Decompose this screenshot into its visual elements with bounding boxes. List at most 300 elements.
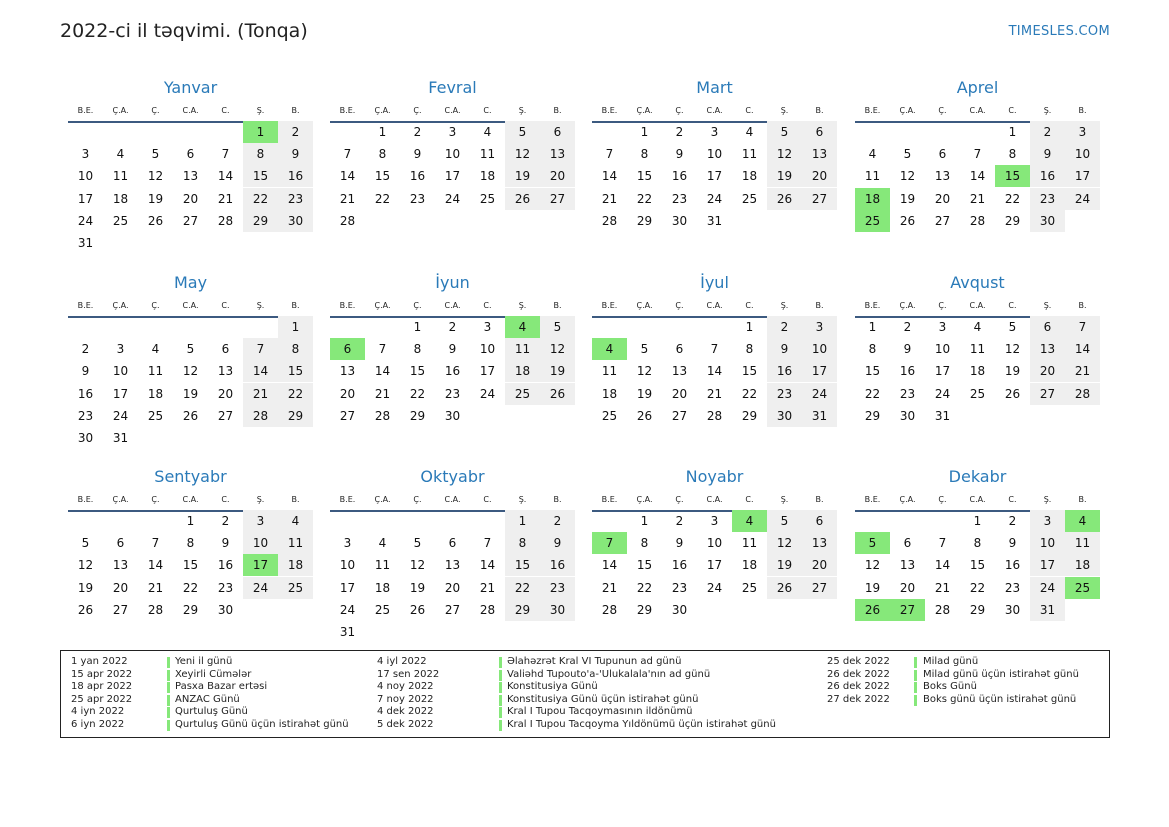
day-cell: 14 [1065,338,1100,360]
day-cell: 17 [479,364,496,379]
day-cell: 6 [448,536,457,551]
weekday-label: B. [1078,106,1087,115]
day-cell: 1 [640,514,649,528]
day-cell: 21 [243,383,278,405]
day-cell: 2 [1008,514,1017,528]
month-name: May [173,273,208,292]
day-cell: 8 [640,536,649,551]
day-cell: 17 [77,191,94,206]
day-cell: 6 [938,147,947,162]
day-cell: 17 [112,386,129,401]
day-cell: 18 [147,386,164,401]
day-cell: 18 [741,558,758,573]
month-11 [855,461,1100,651]
day-cell: 22 [409,386,426,401]
weekday-label: Ç.A. [636,495,653,504]
weekday-label: C. [483,301,492,310]
day-cell: 5 [767,121,802,143]
day-cell: 30 [671,602,688,617]
weekday-label: C. [1008,106,1017,115]
day-cell: 15 [243,165,278,187]
day-cell: 13 [444,558,461,573]
month-8 [68,461,313,651]
day-cell: 30 [899,408,916,423]
weekday-label: Ç.A. [112,301,129,310]
day-cell: 1 [640,125,649,139]
day-cell: 24 [77,213,94,228]
weekday-label: C.A. [444,495,461,504]
weekday-label: C.A. [182,106,199,115]
day-cell: 22 [1004,191,1021,206]
day-cell: 12 [409,558,426,573]
day-cell: 7 [483,536,492,551]
day-cell: 27 [1030,383,1065,405]
day-cell: 15 [505,554,540,576]
holiday-date: 4 iyn 2022 [71,706,125,718]
day-cell: 4 [1065,510,1100,532]
weekday-label: C.A. [706,301,723,310]
day-cell: 16 [409,169,426,184]
day-cell: 6 [116,536,125,551]
weekday-label: Ç.A. [374,301,391,310]
day-cell: 25 [741,191,758,206]
day-cell: 12 [182,364,199,379]
day-cell: 20 [339,386,356,401]
day-cell: 2 [903,320,912,334]
day-cell: 5 [151,147,160,162]
day-cell: 10 [1065,143,1100,165]
day-cell: 6 [802,510,837,532]
weekday-label: C. [221,495,230,504]
holiday-marker [914,670,917,681]
day-cell: 1 [413,320,422,334]
weekday-label: C. [745,495,754,504]
day-cell: 30 [540,599,575,621]
holiday-date: 4 iyl 2022 [377,656,427,667]
weekday-label: Ç. [675,106,684,115]
day-cell: 29 [636,213,653,228]
day-cell: 3 [483,320,492,334]
day-cell: 9 [1008,536,1017,551]
day-cell: 25 [1065,577,1100,599]
holiday-date: 4 noy 2022 [377,681,434,693]
weekday-label: Ç. [151,301,160,310]
weekday-label: B. [1078,301,1087,310]
day-cell: 15 [182,558,199,573]
day-cell: 11 [864,169,881,184]
day-cell: 22 [374,191,391,206]
day-cell: 3 [81,147,90,162]
day-cell: 30 [767,405,802,427]
day-cell: 2 [81,342,90,357]
day-cell: 29 [278,405,313,427]
weekday-label: C. [745,106,754,115]
day-cell: 13 [217,364,234,379]
weekday-label: B. [291,106,300,115]
weekday-label: Ç. [675,495,684,504]
day-cell: 11 [147,364,164,379]
weekday-label: B. [291,301,300,310]
day-cell: 12 [77,558,94,573]
day-cell: 22 [505,577,540,599]
day-cell: 15 [969,558,986,573]
day-cell: 23 [671,191,688,206]
day-cell: 16 [444,364,461,379]
day-cell: 20 [899,580,916,595]
day-cell: 7 [221,147,230,162]
holiday-date: 7 noy 2022 [377,693,434,705]
day-cell: 24 [444,191,461,206]
month-name: Aprel [956,78,999,97]
day-cell: 1 [505,510,540,532]
holiday-marker [499,695,502,706]
weekday-label: Ç. [413,106,422,115]
month-name: Mart [696,78,733,97]
day-cell: 18 [374,580,391,595]
day-cell: 31 [112,431,129,445]
day-cell: 5 [81,536,90,551]
day-cell: 11 [741,147,758,162]
day-cell: 23 [1030,188,1065,210]
month-name: Noyabr [685,467,744,486]
month-3 [855,72,1100,262]
holiday-marker [499,657,502,668]
day-cell: 8 [505,532,540,554]
day-cell: 19 [409,580,426,595]
day-cell: 7 [605,147,614,162]
holiday-name: Boks günü üçün istirahət günü [923,693,1077,705]
day-cell: 19 [767,165,802,187]
day-cell: 6 [186,147,195,162]
holiday-date: 27 dek 2022 [827,693,890,705]
day-cell: 3 [343,536,352,551]
day-cell: 6 [540,121,575,143]
month-name: Yanvar [163,78,218,97]
weekday-label: Ç.A. [636,301,653,310]
page-title: 2022-ci il təqvimi. (Tonqa) [60,20,308,42]
day-cell: 11 [479,147,496,162]
month-0 [68,72,313,262]
day-cell: 11 [505,338,540,360]
day-cell: 21 [339,191,356,206]
day-cell: 1 [745,320,754,334]
weekday-label: B. [553,495,562,504]
day-cell: 26 [855,599,890,621]
day-cell: 13 [671,364,688,379]
day-cell: 5 [540,316,575,338]
day-cell: 14 [217,169,234,184]
day-cell: 25 [741,580,758,595]
holiday-marker [499,720,502,731]
day-cell: 10 [112,364,129,379]
weekday-label: C.A. [444,106,461,115]
day-cell: 9 [675,147,684,162]
holiday-marker [167,657,170,668]
weekday-label: C.A. [969,495,986,504]
day-cell: 22 [243,188,278,210]
day-cell: 15 [374,169,391,184]
day-cell: 22 [741,386,758,401]
day-cell: 17 [243,554,278,576]
day-cell: 22 [182,580,199,595]
day-cell: 26 [409,602,426,617]
holiday-marker [167,720,170,731]
weekday-label: C. [1008,495,1017,504]
holiday-marker [499,682,502,693]
day-cell: 4 [278,510,313,532]
weekday-label: B. [553,301,562,310]
day-cell: 3 [802,316,837,338]
weekday-label: C. [483,106,492,115]
weekday-label: Ç. [675,301,684,310]
day-cell: 11 [1065,532,1100,554]
day-cell: 10 [444,147,461,162]
day-cell: 5 [505,121,540,143]
day-cell: 10 [243,532,278,554]
holiday-name: Kral I Tupou Tacqoyma Yıldönümü üçün istirahət günü [507,719,776,730]
day-cell: 21 [147,580,164,595]
day-cell: 1 [278,316,313,338]
day-cell: 23 [671,580,688,595]
holiday-date: 5 dek 2022 [377,719,434,730]
holiday-marker [167,707,170,718]
day-cell: 23 [409,191,426,206]
day-cell: 10 [706,147,723,162]
day-cell: 26 [77,602,94,617]
day-cell: 16 [77,386,94,401]
day-cell: 21 [217,191,234,206]
day-cell: 27 [182,213,199,228]
day-cell: 8 [378,147,387,162]
day-cell: 3 [448,125,457,139]
day-cell: 23 [767,383,802,405]
month-divider [68,316,313,318]
weekday-label: C.A. [969,301,986,310]
day-cell: 3 [938,320,947,334]
month-10 [592,461,837,651]
day-cell: 24 [1065,188,1100,210]
day-cell: 16 [540,554,575,576]
day-cell: 19 [182,386,199,401]
weekday-label: Ç. [151,106,160,115]
day-cell: 15 [864,364,881,379]
day-cell: 2 [1030,121,1065,143]
day-cell: 24 [706,191,723,206]
day-cell: 7 [378,342,387,357]
day-cell: 14 [479,558,496,573]
day-cell: 13 [802,532,837,554]
day-cell: 20 [671,386,688,401]
weekday-label: C.A. [706,495,723,504]
day-cell: 17 [444,169,461,184]
weekday-label: C. [221,106,230,115]
holiday-name: Əlahəzrət Kral VI Tupunun ad günü [507,656,682,667]
day-cell: 28 [217,213,234,228]
day-cell: 14 [339,169,356,184]
weekday-label: Ş. [256,495,265,504]
day-cell: 28 [1065,383,1100,405]
month-name: İyun [435,273,470,292]
day-cell: 18 [505,360,540,382]
day-cell: 22 [969,580,986,595]
day-cell: 25 [278,577,313,599]
day-cell: 19 [864,580,881,595]
weekday-label: B. [815,106,824,115]
day-cell: 25 [505,383,540,405]
day-cell: 18 [741,169,758,184]
day-cell: 11 [601,364,618,379]
holiday-date: 25 apr 2022 [71,693,133,705]
weekday-label: B.E. [864,106,881,115]
day-cell: 13 [934,169,951,184]
day-cell: 14 [934,558,951,573]
weekday-label: B. [553,106,562,115]
day-cell: 4 [505,316,540,338]
day-cell: 28 [601,213,618,228]
weekday-label: B.E. [601,495,618,504]
day-cell: 19 [1004,364,1021,379]
day-cell: 17 [706,169,723,184]
month-2 [592,72,837,262]
day-cell: 8 [413,342,422,357]
month-name: Avqust [950,273,1005,292]
day-cell: 25 [855,210,890,232]
weekday-label: B.E. [601,301,618,310]
day-cell: 15 [278,360,313,382]
weekday-label: B.E. [77,301,94,310]
weekday-label: Ç.A. [899,106,916,115]
day-cell: 30 [278,210,313,232]
day-cell: 13 [802,143,837,165]
day-cell: 6 [903,536,912,551]
weekday-label: Ş. [518,301,527,310]
weekday-label: B. [1078,495,1087,504]
weekday-label: Ş. [780,106,789,115]
weekday-label: B.E. [77,106,94,115]
day-cell: 27 [890,599,925,621]
day-cell: 20 [934,191,951,206]
holiday-date: 25 dek 2022 [827,656,890,667]
day-cell: 19 [636,386,653,401]
day-cell: 30 [217,602,234,617]
day-cell: 18 [112,191,129,206]
weekday-label: Ç.A. [374,106,391,115]
day-cell: 10 [479,342,496,357]
day-cell: 29 [864,408,881,423]
weekday-label: Ç. [938,495,947,504]
month-name: İyul [700,273,729,292]
day-cell: 25 [374,602,391,617]
day-cell: 31 [802,405,837,427]
day-cell: 13 [1030,338,1065,360]
day-cell: 12 [505,143,540,165]
day-cell: 20 [444,580,461,595]
day-cell: 27 [217,408,234,423]
day-cell: 21 [374,386,391,401]
weekday-label: Ş. [256,106,265,115]
weekday-label: Ç.A. [636,106,653,115]
weekday-label: C. [483,495,492,504]
day-cell: 23 [899,386,916,401]
day-cell: 2 [675,125,684,139]
day-cell: 31 [339,625,356,639]
day-cell: 15 [636,558,653,573]
day-cell: 25 [112,213,129,228]
holiday-date: 18 apr 2022 [71,681,133,693]
day-cell: 14 [601,558,618,573]
holiday-name: Konstitusiya Günü üçün istirahət günü [507,693,699,705]
weekday-label: B.E. [77,495,94,504]
day-cell: 1 [868,320,877,334]
day-cell: 12 [864,558,881,573]
day-cell: 3 [710,514,719,528]
holiday-marker [914,657,917,668]
day-cell: 6 [330,338,365,360]
weekday-label: Ş. [1043,106,1052,115]
day-cell: 14 [969,169,986,184]
day-cell: 26 [505,188,540,210]
month-4 [68,267,313,457]
site-link[interactable]: TIMESLES.COM [1008,24,1110,39]
day-cell: 25 [479,191,496,206]
day-cell: 19 [147,191,164,206]
day-cell: 16 [1030,165,1065,187]
day-cell: 20 [217,386,234,401]
day-cell: 21 [601,191,618,206]
day-cell: 28 [479,602,496,617]
day-cell: 3 [710,125,719,139]
day-cell: 21 [969,191,986,206]
day-cell: 29 [182,602,199,617]
day-cell: 24 [243,577,278,599]
weekday-label: Ş. [780,495,789,504]
day-cell: 25 [147,408,164,423]
day-cell: 1 [1008,125,1017,139]
day-cell: 8 [745,342,754,357]
weekday-label: B.E. [601,106,618,115]
day-cell: 27 [934,213,951,228]
day-cell: 18 [479,169,496,184]
day-cell: 24 [802,383,837,405]
day-cell: 27 [802,577,837,599]
month-1 [330,72,575,262]
day-cell: 30 [1030,210,1065,232]
day-cell: 29 [243,210,278,232]
weekday-label: Ç.A. [374,495,391,504]
day-cell: 10 [934,342,951,357]
month-name: Fevral [428,78,477,97]
day-cell: 26 [767,188,802,210]
day-cell: 8 [973,536,982,551]
day-cell: 4 [973,320,982,334]
holiday-name: Konstitusiya Günü [507,681,598,693]
day-cell: 17 [1030,554,1065,576]
holiday-date: 6 iyn 2022 [71,719,125,730]
day-cell: 19 [540,360,575,382]
month-9 [330,461,575,651]
day-cell: 31 [706,213,723,228]
day-cell: 21 [934,580,951,595]
weekday-label: B.E. [864,301,881,310]
day-cell: 11 [278,532,313,554]
day-cell: 4 [745,125,754,139]
day-cell: 2 [278,121,313,143]
holiday-marker [167,695,170,706]
day-cell: 26 [636,408,653,423]
day-cell: 21 [1065,360,1100,382]
day-cell: 14 [374,364,391,379]
holiday-date: 1 yan 2022 [71,656,128,667]
